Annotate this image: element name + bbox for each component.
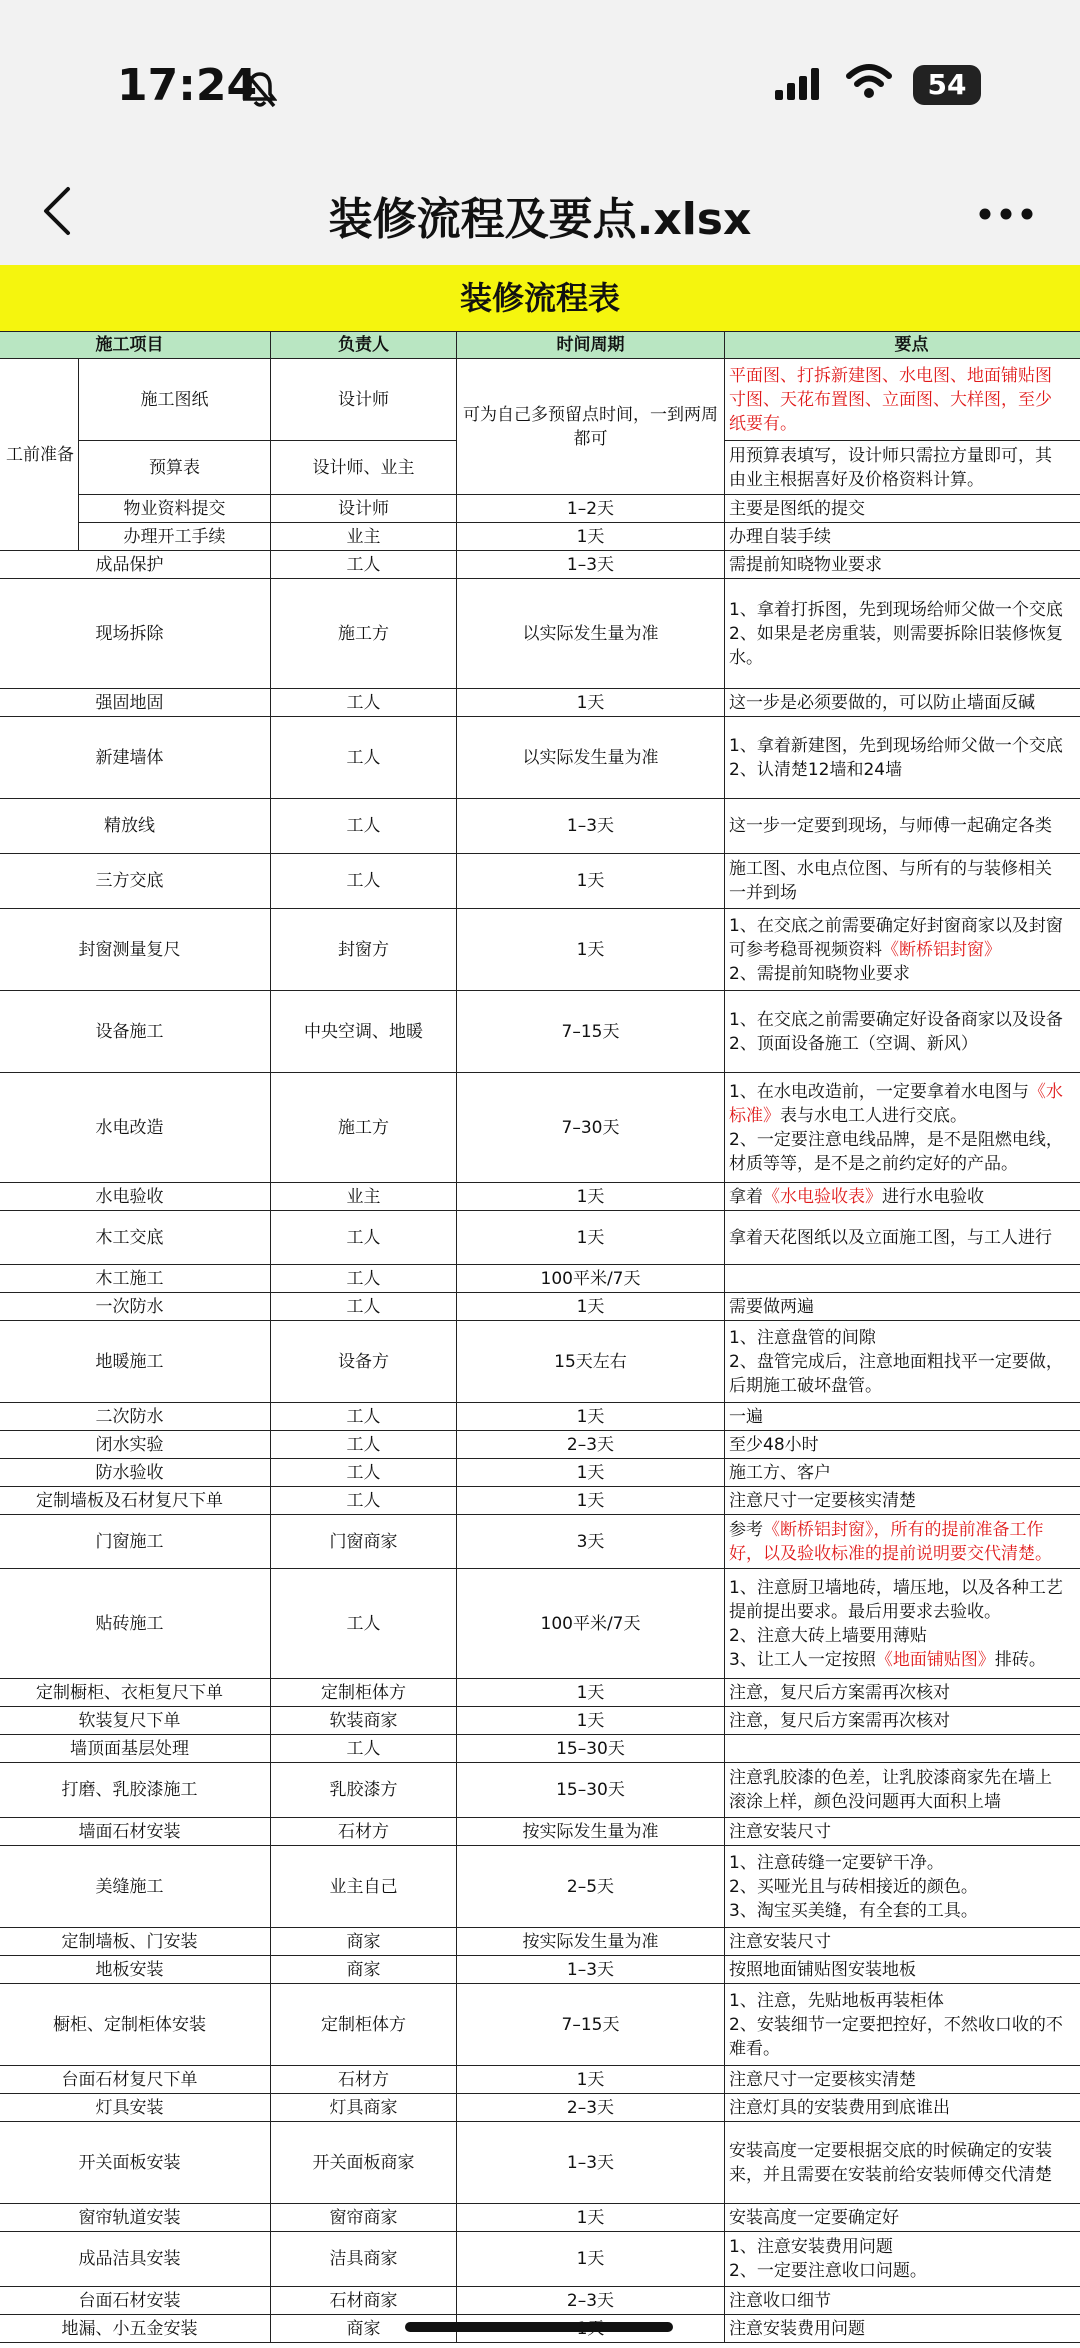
row-time: 7–15天 <box>457 991 725 1073</box>
table-row[interactable] <box>0 1431 1080 1459</box>
row-item: 墙面石材安装 <box>0 1818 271 1846</box>
row-owner: 商家 <box>271 1956 457 1984</box>
table-row[interactable] <box>0 1846 1080 1928</box>
note-line: 表与水电工人进行交底。 <box>780 1105 967 1126</box>
row-owner: 石材商家 <box>271 2287 457 2315</box>
note-line: 1、注意安装费用问题 <box>729 2237 893 2257</box>
row-time: 100平米/7天 <box>457 1265 725 1293</box>
note-line <box>729 938 1080 962</box>
row-item: 橱柜、定制柜体安装 <box>0 1984 271 2066</box>
header-item: 施工项目 <box>0 332 271 359</box>
row-owner: 业主自己 <box>271 1846 457 1928</box>
note-line: 1、注意砖缝一定要铲干净。 <box>729 1852 944 1873</box>
table-row[interactable] <box>0 1487 1080 1515</box>
row-owner: 工人 <box>271 1265 457 1293</box>
row-time: 2–3天 <box>457 1431 725 1459</box>
row-time: 1天 <box>457 1679 725 1707</box>
note-line: 材质等等，是不是之前约定好的产品。 <box>729 1153 1018 1174</box>
row-notes <box>725 1293 1080 1321</box>
row-owner: 工人 <box>271 1459 457 1487</box>
row-notes <box>725 1707 1080 1735</box>
note-line: 标准》 <box>729 1105 780 1126</box>
table-row[interactable] <box>0 1763 1080 1818</box>
note-line: 1、注意，先贴地板再装柜体 <box>729 1990 944 2011</box>
row-time: 1天 <box>457 854 725 909</box>
note-line: 平面图、打拆新建图、水电图、地面铺贴图 <box>729 365 1052 386</box>
note-line: 滚涂上样，颜色没问题再大面积上墙 <box>729 1792 1001 1812</box>
row-notes <box>725 1431 1080 1459</box>
table-row[interactable] <box>0 2094 1080 2122</box>
row-item: 水电改造 <box>0 1073 271 1183</box>
header-time: 时间周期 <box>457 332 725 359</box>
note-line: 用预算表填写，设计师只需拉方量即可，其 <box>729 445 1052 466</box>
note-line: 来，并且需要在安装前给安装师傅交代清楚 <box>729 2164 1052 2185</box>
note-line: 注意收口细节 <box>729 2290 831 2311</box>
table-row[interactable] <box>0 799 1080 854</box>
row-item: 灯具安装 <box>0 2094 271 2122</box>
note-line: 2、顶面设备施工（空调、新风） <box>729 1033 978 1054</box>
note-line: 1、拿着新建图，先到现场给师父做一个交底 <box>729 735 1063 756</box>
note-line: 这一步一定要到现场，与师傅一起确定各类 <box>729 816 1052 836</box>
row-item: 精放线 <box>0 799 271 854</box>
table-row[interactable] <box>0 2122 1080 2204</box>
note-line: 施工图、水电点位图、与所有的与装修相关 <box>729 859 1052 879</box>
table-row[interactable] <box>0 2204 1080 2232</box>
note-line: 一并到场 <box>729 883 797 903</box>
note-line: 安装高度一定要根据交底的时候确定的安装 <box>729 2140 1052 2161</box>
table-row[interactable] <box>0 1459 1080 1487</box>
note-line: 注意，复尺后方案需再次核对 <box>729 1682 950 1703</box>
row-notes <box>725 1928 1080 1956</box>
row-item: 木工施工 <box>0 1265 271 1293</box>
row-owner: 工人 <box>271 1211 457 1265</box>
note-line: 1、在交底之前需要确定好封窗商家以及封窗 <box>729 915 1063 936</box>
row-time: 2–5天 <box>457 1846 725 1928</box>
row-owner: 中央空调、地暖 <box>271 991 457 1073</box>
row-item: 强固地固 <box>0 689 271 717</box>
row-notes <box>725 1459 1080 1487</box>
document-title: 装修流程及要点.xlsx <box>328 194 752 245</box>
row-notes <box>725 1265 1080 1293</box>
row-notes <box>725 1846 1080 1928</box>
note-line: 1、在水电改造前，一定要拿着水电图与 <box>729 1081 1029 1102</box>
table-row[interactable] <box>0 1956 1080 1984</box>
note-line: 纸要有。 <box>729 413 797 434</box>
row-owner: 工人 <box>271 717 457 799</box>
row-owner: 灯具商家 <box>271 2094 457 2122</box>
row-item: 贴砖施工 <box>0 1569 271 1679</box>
row-owner: 业主 <box>271 1183 457 1211</box>
row-item: 台面石材安装 <box>0 2287 271 2315</box>
table-row[interactable] <box>0 1735 1080 1763</box>
note-line: 1、在交底之前需要确定好设备商家以及设备 <box>729 1009 1063 1030</box>
note-line <box>729 1080 1080 1104</box>
note-line: 提前提出要求。最后用要求去验收。 <box>729 1601 1001 1622</box>
note-line: 3、让工人一定按照 <box>729 1649 876 1670</box>
note-line: 1、注意厨卫墙地砖，墙压地，以及各种工艺 <box>729 1577 1063 1598</box>
row-item: 施工图纸 <box>79 359 271 441</box>
header-owner: 负责人 <box>271 332 457 359</box>
row-time: 可为自己多预留点时间，一到两周都可 <box>457 359 725 495</box>
note-line <box>729 1518 1080 1542</box>
row-time: 7–30天 <box>457 1073 725 1183</box>
table-row[interactable] <box>0 579 1080 689</box>
row-time: 1–3天 <box>457 551 725 579</box>
note-line: 注意，复尺后方案需再次核对 <box>729 1710 950 1731</box>
row-time: 1天 <box>457 689 725 717</box>
note-line: 一遍 <box>729 1406 763 1427</box>
row-item: 定制橱柜、衣柜复尺下单 <box>0 1679 271 1707</box>
note-line <box>729 1104 1080 1128</box>
note-line: 按照地面铺贴图安装地板 <box>729 1959 916 1980</box>
row-owner: 洁具商家 <box>271 2232 457 2287</box>
bell-off-icon <box>243 70 277 114</box>
table-row[interactable] <box>0 523 1080 551</box>
note-line: 《水电验收表》 <box>763 1186 882 1207</box>
note-line: 《断桥铝封窗》 <box>882 939 1001 960</box>
row-time: 按实际发生量为准 <box>457 1928 725 1956</box>
note-line: 注意灯具的安装费用到底谁出 <box>729 2097 950 2118</box>
note-line: 由业主根据喜好及价格资料计算。 <box>729 469 984 490</box>
note-line: 注意安装费用问题 <box>729 2318 865 2339</box>
note-line: 2、一定要注意收口问题。 <box>729 2261 927 2281</box>
table-row[interactable] <box>0 909 1080 991</box>
row-owner: 工人 <box>271 1403 457 1431</box>
table-row[interactable] <box>0 1984 1080 2066</box>
table-row[interactable] <box>0 1515 1080 1569</box>
note-line: 拿着天花图纸以及立面施工图，与工人进行 <box>729 1227 1052 1248</box>
table-row[interactable] <box>0 1403 1080 1431</box>
row-notes <box>725 441 1080 495</box>
table-row[interactable] <box>0 1321 1080 1403</box>
table-row[interactable] <box>0 1211 1080 1265</box>
note-line: 可参考稳哥视频资料 <box>729 939 882 960</box>
row-owner: 定制柜体方 <box>271 1984 457 2066</box>
table-row[interactable] <box>0 2232 1080 2287</box>
row-notes <box>725 2066 1080 2094</box>
table-row[interactable] <box>0 1928 1080 1956</box>
row-notes <box>725 1984 1080 2066</box>
wifi-icon <box>845 62 893 104</box>
row-time: 1天 <box>457 2204 725 2232</box>
note-line: 好，以及验收标准的提前说明要交代清楚。 <box>729 1543 1052 1564</box>
row-item: 成品洁具安装 <box>0 2232 271 2287</box>
row-owner: 业主 <box>271 523 457 551</box>
table-row[interactable] <box>0 359 1080 441</box>
row-notes <box>725 689 1080 717</box>
note-line: 注意尺寸一定要核实清楚 <box>729 2069 916 2090</box>
note-line: 2、注意大砖上墙要用薄贴 <box>729 1625 927 1646</box>
note-line: 《断桥铝封窗》， <box>763 1519 891 1540</box>
row-notes <box>725 2232 1080 2287</box>
row-time: 1天 <box>457 1183 725 1211</box>
row-owner: 封窗方 <box>271 909 457 991</box>
table-row[interactable] <box>0 1707 1080 1735</box>
row-owner: 设计师、业主 <box>271 441 457 495</box>
row-notes <box>725 717 1080 799</box>
table-row[interactable] <box>0 2066 1080 2094</box>
note-line: 后期施工破坏盘管。 <box>729 1375 882 1396</box>
row-time: 1天 <box>457 1403 725 1431</box>
row-time: 15–30天 <box>457 1735 725 1763</box>
row-notes: 主要是图纸的提交 <box>725 495 1080 523</box>
row-time: 1天 <box>457 1487 725 1515</box>
row-item: 防水验收 <box>0 1459 271 1487</box>
row-item: 门窗施工 <box>0 1515 271 1569</box>
battery-indicator: 54 <box>913 65 981 105</box>
row-notes <box>725 1403 1080 1431</box>
row-time: 以实际发生量为准 <box>457 717 725 799</box>
row-time: 1天 <box>457 2232 725 2287</box>
table-row[interactable] <box>0 495 1080 523</box>
row-owner: 定制柜体方 <box>271 1679 457 1707</box>
row-item: 成品保护 <box>0 551 271 579</box>
row-item: 封窗测量复尺 <box>0 909 271 991</box>
row-notes <box>725 1956 1080 1984</box>
row-item: 水电验收 <box>0 1183 271 1211</box>
row-time: 1天 <box>457 1707 725 1735</box>
row-item: 三方交底 <box>0 854 271 909</box>
row-notes: 办理自装手续 <box>725 523 1080 551</box>
row-item: 软装复尺下单 <box>0 1707 271 1735</box>
row-owner: 工人 <box>271 1735 457 1763</box>
more-options-button[interactable] <box>978 206 1034 225</box>
row-owner: 工人 <box>271 1293 457 1321</box>
row-item: 定制墙板、门安装 <box>0 1928 271 1956</box>
row-owner: 窗帘商家 <box>271 2204 457 2232</box>
row-time: 1–3天 <box>457 2122 725 2204</box>
table-header-row <box>0 332 1080 359</box>
row-notes <box>725 799 1080 854</box>
row-notes <box>725 1183 1080 1211</box>
table-row[interactable] <box>0 717 1080 799</box>
row-owner: 设计师 <box>271 359 457 441</box>
row-time: 2–3天 <box>457 2094 725 2122</box>
row-time: 1天 <box>457 1459 725 1487</box>
row-owner: 设计师 <box>271 495 457 523</box>
table-row[interactable] <box>0 1818 1080 1846</box>
row-notes <box>725 2287 1080 2315</box>
row-item: 开关面板安装 <box>0 2122 271 2204</box>
note-line <box>729 1648 1080 1672</box>
row-owner: 工人 <box>271 799 457 854</box>
row-notes <box>725 909 1080 991</box>
table-row[interactable] <box>0 689 1080 717</box>
row-notes <box>725 2094 1080 2122</box>
row-time: 1–3天 <box>457 1956 725 1984</box>
note-line: 注意乳胶漆的色差，让乳胶漆商家先在墙上 <box>729 1768 1052 1788</box>
note-line: 2、买哑光且与砖相接近的颜色。 <box>729 1876 978 1897</box>
note-line: 水。 <box>729 647 763 668</box>
row-item: 墙顶面基层处理 <box>0 1735 271 1763</box>
note-line: 所有的提前准备工作 <box>890 1519 1044 1540</box>
row-owner: 工人 <box>271 1431 457 1459</box>
row-notes <box>725 359 1080 441</box>
row-item: 地板安装 <box>0 1956 271 1984</box>
table-row[interactable] <box>0 1183 1080 1211</box>
row-notes <box>725 1679 1080 1707</box>
row-item: 一次防水 <box>0 1293 271 1321</box>
row-owner: 石材方 <box>271 1818 457 1846</box>
row-time: 1天 <box>457 1293 725 1321</box>
row-notes <box>725 2204 1080 2232</box>
note-line: 2、一定要注意电线品牌，是不是阻燃电线， <box>729 1129 1063 1150</box>
row-owner: 软装商家 <box>271 1707 457 1735</box>
table-row[interactable] <box>0 1265 1080 1293</box>
note-line: 2、需提前知晓物业要求 <box>729 963 910 984</box>
row-time: 1天 <box>457 1211 725 1265</box>
row-time: 7–15天 <box>457 1984 725 2066</box>
note-line: 需提前知晓物业要求 <box>729 554 882 575</box>
row-time: 以实际发生量为准 <box>457 579 725 689</box>
row-notes <box>725 1818 1080 1846</box>
note-line: 难看。 <box>729 2038 780 2059</box>
table-row[interactable] <box>0 991 1080 1073</box>
note-line: 注意安装尺寸 <box>729 1821 831 1842</box>
note-line: 2、盘管完成后，注意地面粗找平一定要做， <box>729 1351 1063 1372</box>
table-row[interactable] <box>0 1293 1080 1321</box>
note-line: 2、认清楚12墙和24墙 <box>729 759 903 780</box>
row-notes <box>725 1763 1080 1818</box>
table-row[interactable] <box>0 2287 1080 2315</box>
row-item: 打磨、乳胶漆施工 <box>0 1763 271 1818</box>
note-line: 《地面铺贴图》 <box>875 1649 995 1670</box>
row-owner: 工人 <box>271 854 457 909</box>
note-line: 1、注意盘管的间隙 <box>729 1327 876 1348</box>
row-time: 1–3天 <box>457 799 725 854</box>
row-notes <box>725 551 1080 579</box>
row-owner: 施工方 <box>271 1073 457 1183</box>
row-item: 二次防水 <box>0 1403 271 1431</box>
row-time: 3天 <box>457 1515 725 1569</box>
row-item: 现场拆除 <box>0 579 271 689</box>
note-line: 2、安装细节一定要把控好，不然收口收的不 <box>729 2014 1063 2035</box>
row-time: 1天 <box>457 2066 725 2094</box>
row-time: 2–3天 <box>457 2287 725 2315</box>
row-notes <box>725 991 1080 1073</box>
row-time: 1天 <box>457 909 725 991</box>
note-line: 需要做两遍 <box>729 1296 814 1317</box>
table-row[interactable] <box>0 1569 1080 1679</box>
row-owner: 门窗商家 <box>271 1515 457 1569</box>
table-row[interactable] <box>0 1679 1080 1707</box>
row-owner: 工人 <box>271 551 457 579</box>
row-item: 办理开工手续 <box>79 523 271 551</box>
note-line: 《水 <box>1028 1081 1063 1102</box>
row-owner: 设备方 <box>271 1321 457 1403</box>
row-notes <box>725 1487 1080 1515</box>
row-owner: 石材方 <box>271 2066 457 2094</box>
row-item: 定制墙板及石材复尺下单 <box>0 1487 271 1515</box>
note-line: 3、淘宝买美缝，有全套的工具。 <box>729 1900 978 1921</box>
row-owner: 工人 <box>271 1569 457 1679</box>
row-owner: 商家 <box>271 1928 457 1956</box>
note-line: 参考 <box>729 1519 763 1540</box>
row-item: 闭水实验 <box>0 1431 271 1459</box>
table-row[interactable] <box>0 854 1080 909</box>
row-notes <box>725 2315 1080 2343</box>
row-time: 100平米/7天 <box>457 1569 725 1679</box>
row-owner: 工人 <box>271 689 457 717</box>
row-notes <box>725 579 1080 689</box>
row-time: 15–30天 <box>457 1763 725 1818</box>
home-indicator <box>405 2322 673 2332</box>
sheet-banner-title: 装修流程表 <box>0 265 1080 331</box>
note-line: 拿着 <box>729 1186 763 1207</box>
row-item: 设备施工 <box>0 991 271 1073</box>
process-table <box>0 331 1080 2343</box>
row-time: 15天左右 <box>457 1321 725 1403</box>
row-owner: 施工方 <box>271 579 457 689</box>
row-item: 木工交底 <box>0 1211 271 1265</box>
row-owner: 开关面板商家 <box>271 2122 457 2204</box>
signal-icon <box>775 68 827 104</box>
note-line: 注意安装尺寸 <box>729 1931 831 1952</box>
row-item: 窗帘轨道安装 <box>0 2204 271 2232</box>
row-item: 地暖施工 <box>0 1321 271 1403</box>
table-row[interactable] <box>0 1073 1080 1183</box>
header-notes: 要点 <box>725 332 1080 359</box>
group-label: 工前准备 <box>0 359 79 551</box>
row-notes <box>725 1321 1080 1403</box>
row-owner: 商家 <box>271 2315 457 2343</box>
row-owner: 乳胶漆方 <box>271 1763 457 1818</box>
note-line: 2、如果是老房重装，则需要拆除旧装修恢复 <box>729 623 1063 644</box>
row-notes <box>725 1569 1080 1679</box>
row-time: 1–2天 <box>457 495 725 523</box>
note-line: 安装高度一定要确定好 <box>729 2207 899 2228</box>
note-line: 寸图、天花布置图、立面图、大样图，至少 <box>729 389 1052 410</box>
row-notes <box>725 1515 1080 1569</box>
row-item: 新建墙体 <box>0 717 271 799</box>
status-time: 17:24 <box>117 60 258 111</box>
row-notes <box>725 2122 1080 2204</box>
row-item: 美缝施工 <box>0 1846 271 1928</box>
row-notes <box>725 854 1080 909</box>
row-item: 地漏、小五金安装 <box>0 2315 271 2343</box>
note-line: 排砖。 <box>994 1649 1046 1670</box>
row-owner: 工人 <box>271 1487 457 1515</box>
note-line: 这一步是必须要做的，可以防止墙面反碱 <box>729 692 1035 713</box>
note-line: 施工方、客户 <box>729 1462 831 1483</box>
row-notes <box>725 1211 1080 1265</box>
row-time: 按实际发生量为准 <box>457 1818 725 1846</box>
row-item: 物业资料提交 <box>79 495 271 523</box>
note-line: 进行水电验收 <box>882 1186 984 1207</box>
row-notes <box>725 1073 1080 1183</box>
note-line: 注意尺寸一定要核实清楚 <box>729 1490 916 1511</box>
row-notes <box>725 1735 1080 1763</box>
note-line: 1、拿着打拆图，先到现场给师父做一个交底 <box>729 599 1063 620</box>
note-line: 至少48小时 <box>729 1434 819 1455</box>
row-item: 台面石材复尺下单 <box>0 2066 271 2094</box>
row-time: 1天 <box>457 523 725 551</box>
row-item: 预算表 <box>79 441 271 495</box>
table-row[interactable] <box>0 551 1080 579</box>
